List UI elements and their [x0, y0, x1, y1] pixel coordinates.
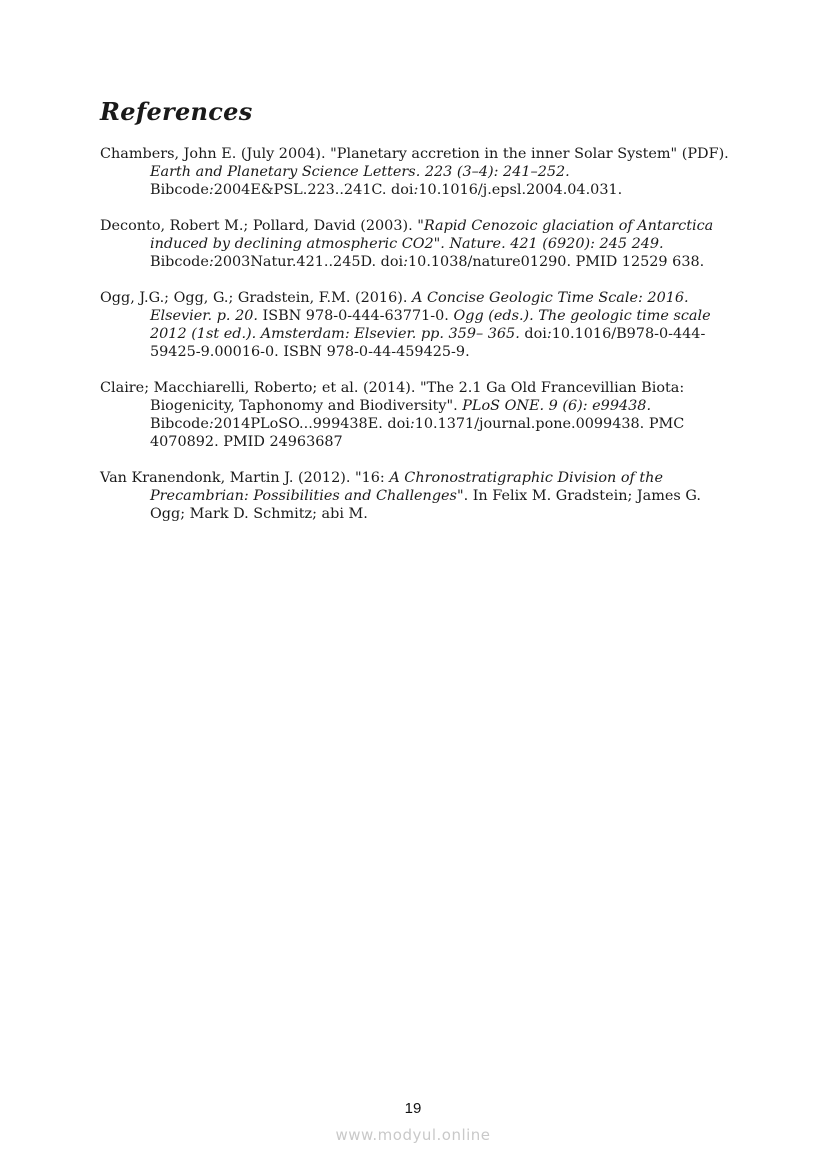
- reference-text: Ogg, J.G.; Ogg, G.; Gradstein, F.M. (2016).: [100, 290, 412, 306]
- reference-italic-text: :: [409, 416, 415, 432]
- reference-text: ". In Felix M. Gradstein; James G. Ogg; Mark D. Schmitz; abi M.: [150, 488, 701, 522]
- reference-text: 2004E&PSL.223..241C. doi: [213, 182, 414, 198]
- reference-italic-text: Earth and Planetary Science Letters. 223 (3–4): 241–252.: [150, 164, 570, 180]
- reference-text: Deconto, Robert M.; Pollard, David (2003).: [100, 218, 418, 234]
- reference-text: 10.1038/nature01290. PMID 12529 638.: [408, 254, 705, 270]
- reference-italic-text: A Concise Geologic Time Scale: 2016. Elsevier. p. 20.: [150, 290, 689, 324]
- reference-text: Van Kranendonk, Martin J. (2012). "16:: [100, 470, 390, 486]
- reference-text: Bibcode: [150, 254, 209, 270]
- reference-text: Claire; Macchiarelli, Roberto; et al. (2014). "The 2.1 Ga Old Francevillian Biota: Biogenicity, Taphonomy and Biodiversity".: [100, 380, 685, 414]
- reference-italic-text: :: [403, 254, 409, 270]
- reference-text: doi: [519, 326, 547, 342]
- reference-entry: [100, 379, 740, 451]
- reference-text: Chambers, John E. (July 2004). "Planetary accretion in the inner Solar System" (PDF).: [100, 146, 729, 162]
- reference-entry: [100, 145, 740, 199]
- reference-italic-text: "Rapid Cenozoic glaciation of Antarctica induced by declining atmospheric CO2". Nature. 421 (6920): 245 249.: [150, 218, 714, 252]
- reference-text: Bibcode: [150, 182, 209, 198]
- reference-entry: [100, 289, 740, 361]
- reference-italic-text: :: [208, 416, 214, 432]
- reference-entry: [100, 469, 740, 523]
- reference-italic-text: A Chronostratigraphic Division of the Precambrian: Possibilities and Challenges: [150, 470, 663, 504]
- reference-text: 10.1371/journal.pone.0099438. PMC 4070892. PMID 24963687: [150, 416, 685, 450]
- reference-list: [100, 145, 740, 541]
- reference-italic-text: Ogg (eds.). The geologic time scale 2012 (1st ed.). Amsterdam: Elsevier. pp. 359– 365.: [150, 308, 711, 342]
- reference-text: 2003Natur.421..245D. doi: [213, 254, 404, 270]
- reference-text: 2014PLoSO...999438E. doi: [213, 416, 410, 432]
- reference-italic-text: :: [208, 254, 214, 270]
- reference-text: Bibcode: [150, 416, 209, 432]
- reference-text: 10.1016/j.epsl.2004.04.031.: [418, 182, 623, 198]
- reference-italic-text: :: [413, 182, 419, 198]
- reference-italic-text: :: [208, 182, 214, 198]
- reference-text: ISBN 978-0-444-63771-0.: [257, 308, 454, 324]
- reference-italic-text: :: [546, 326, 552, 342]
- reference-entry: [100, 217, 740, 271]
- references-heading: References: [100, 97, 253, 126]
- watermark: www.modyul.online: [335, 1126, 491, 1144]
- page-number: 19: [404, 1100, 422, 1117]
- reference-italic-text: PLoS ONE. 9 (6): e99438.: [462, 398, 652, 414]
- reference-text: 10.1016/B978-0-444-59425-9.00016-0. ISBN 978-0-44-459425-9.: [150, 326, 706, 360]
